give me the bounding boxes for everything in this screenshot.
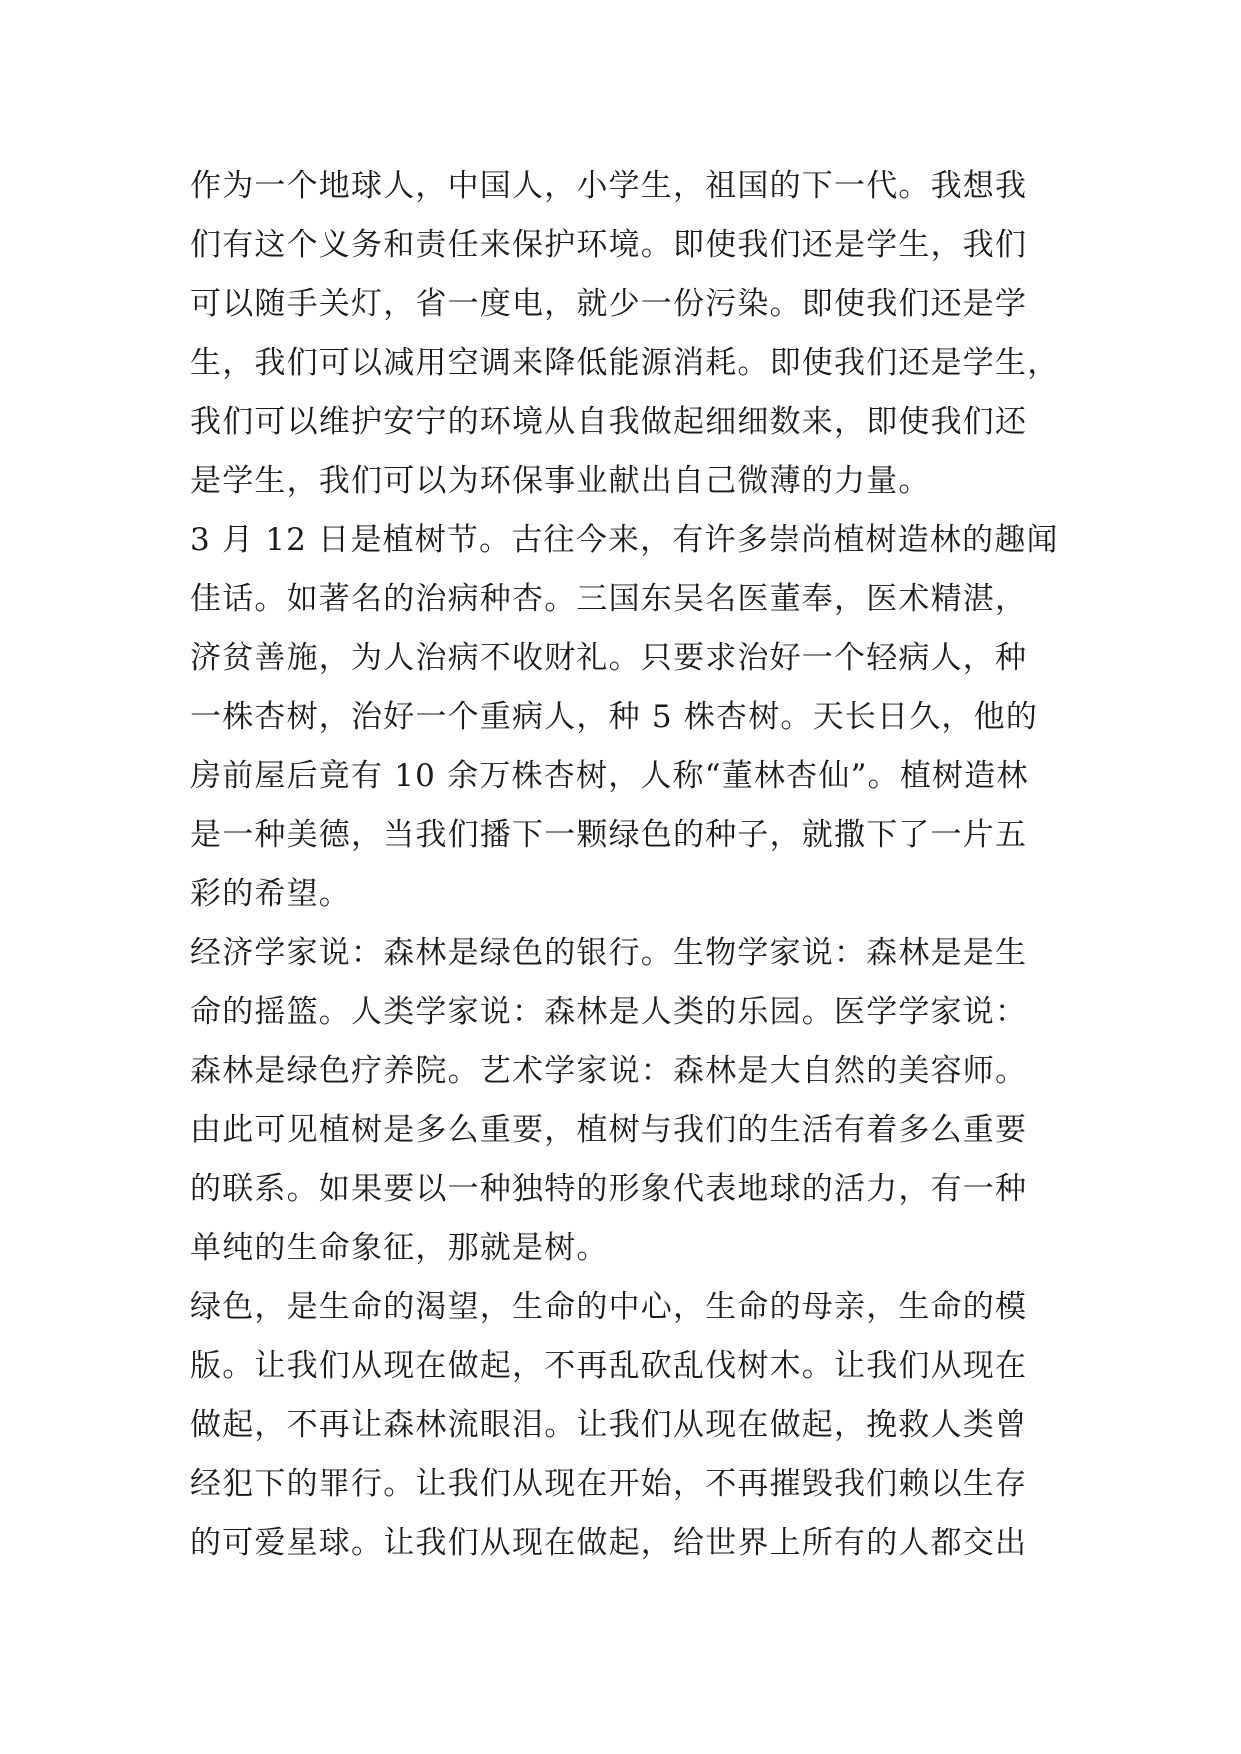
text-line: 彩的希望。 [190,876,351,912]
text-line: 是学生，我们可以为环保事业献出自己微薄的力量。 [190,463,931,499]
text-line: 命的摇篮。人类学家说：森林是人类的乐园。医学学家说： [190,994,1028,1030]
text-line: 的可爱星球。让我们从现在做起，给世界上所有的人都交出 [190,1525,1028,1561]
text-line: 森林是绿色疗养院。艺术学家说：森林是大自然的美容师。 [190,1053,1028,1089]
text-line: 做起，不再让森林流眼泪。让我们从现在做起，挽救人类曾 [190,1407,1028,1443]
text-line: 绿色，是生命的渴望，生命的中心，生命的母亲，生命的模 [190,1289,1028,1325]
text-line: 一株杏树，治好一个重病人，种 5 株杏树。天长日久，他的 [190,699,1039,735]
text-line: 作为一个地球人，中国人，小学生，祖国的下一代。我想我 [190,168,1028,204]
text-line: 济贫善施，为人治病不收财礼。只要求治好一个轻病人，种 [190,640,1028,676]
text-line: 单纯的生命象征，那就是树。 [190,1230,609,1266]
text-line: 我们可以维护安宁的环境从自我做起细细数来，即使我们还 [190,404,1028,440]
text-line: 3 月 12 日是植树节。古往今来，有许多崇尚植树造林的趣闻 [190,522,1059,558]
text-line: 由此可见植树是多么重要，植树与我们的生活有着多么重要 [190,1112,1028,1148]
text-line: 的联系。如果要以一种独特的形象代表地球的活力，有一种 [190,1171,1028,1207]
text-line: 们有这个义务和责任来保护环境。即使我们还是学生，我们 [190,227,1028,263]
text-line: 房前屋后竟有 10 余万株杏树，人称“董林杏仙”。植树造林 [190,758,1029,794]
text-line: 经犯下的罪行。让我们从现在开始，不再摧毁我们赖以生存 [190,1466,1028,1502]
text-line: 生，我们可以减用空调来降低能源消耗。即使我们还是学生， [190,345,1060,381]
text-line: 是一种美德，当我们播下一颗绿色的种子，就撒下了一片五 [190,817,1028,853]
text-line: 可以随手关灯，省一度电，就少一份污染。即使我们还是学 [190,286,1028,322]
text-line: 经济学家说：森林是绿色的银行。生物学家说：森林是是生 [190,935,1028,971]
text-line: 版。让我们从现在做起，不再乱砍乱伐树木。让我们从现在 [190,1348,1028,1384]
text-line: 佳话。如著名的治病种杏。三国东吴名医董奉，医术精湛， [190,581,1028,617]
document-body [190,157,1070,1573]
